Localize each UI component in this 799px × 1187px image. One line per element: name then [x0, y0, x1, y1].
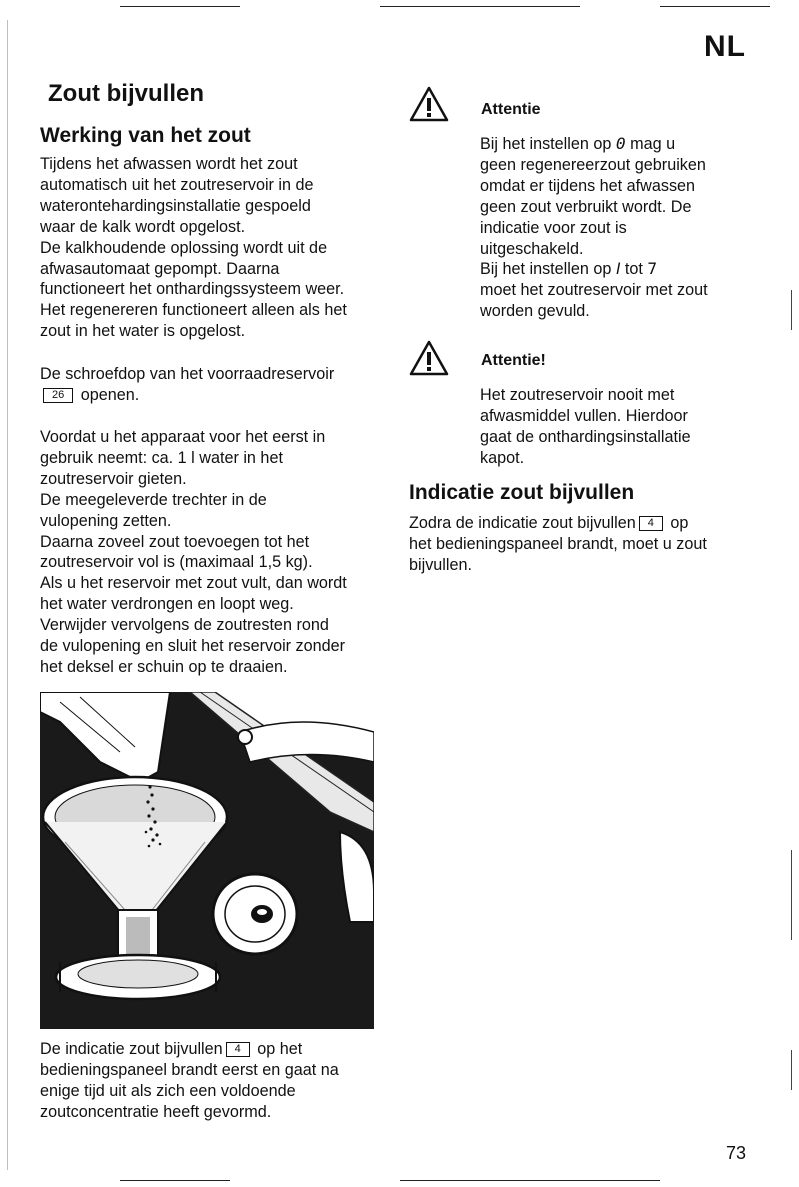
scan-line-bottom [120, 1180, 230, 1181]
subsection-title: Indicatie zout bijvullen [409, 481, 635, 504]
paragraph-text: openen. [80, 385, 140, 404]
setting-zero: 0 [615, 134, 626, 153]
attention-text: tot [624, 260, 643, 279]
setting-one: I [615, 260, 621, 279]
indicator-key: 4 [226, 1042, 250, 1057]
attention-title: Attentie! [481, 352, 546, 369]
attention-text: Bij het instellen op [480, 260, 612, 279]
figure-caption [40, 1039, 385, 1123]
warning-triangle-icon [409, 86, 449, 122]
indicator-paragraph [409, 513, 769, 576]
attention-paragraph: Het zoutreservoir nooit met afwasmiddel vullen. Hierdoor gaat de onthardingsinstallatie kapot. [480, 386, 691, 467]
scan-edge-right [791, 850, 792, 940]
scan-line-top [380, 6, 580, 7]
scan-line-bottom [400, 1180, 660, 1181]
indicator-text: op [670, 514, 689, 532]
scan-line-top [660, 6, 770, 7]
indicator-text: het bedieningspaneel brandt, moet u zout bijvullen. [409, 534, 707, 574]
warning-triangle-icon [409, 340, 449, 376]
language-code: NL [704, 30, 746, 63]
attention-text: mag u [630, 135, 676, 153]
caption-text: op het [257, 1040, 303, 1058]
paragraph-text: De schroefdop van het voorraadreservoir [40, 365, 335, 383]
attention-title: Attentie [481, 101, 541, 118]
attention-text: geen regenereerzout gebruiken omdat er tijdens het afwassen geen zout verbruikt wordt. De indicatie voor zout is uitgeschakeld. [480, 155, 706, 258]
part-number-key: 26 [43, 388, 73, 403]
indicator-text: Zodra de indicatie zout bijvullen [409, 514, 636, 532]
scan-line-top [120, 6, 240, 7]
paragraph-salt-function: Tijdens het afwassen wordt het zout automatisch uit het zoutreservoir in de waterontehardingsinstallatie gespoeld waar de kalk wordt opgelost. De kalkhoudende oplossing wordt uit de afwasautomaat gepompt. Daarna functioneert het onthardingssysteem weer. Het regenereren functioneert alleen als het zout in het water is opgelost. [40, 155, 347, 341]
attention-paragraph [480, 134, 780, 322]
indicator-key: 4 [639, 516, 663, 531]
scan-edge-right [791, 290, 792, 330]
paragraph-filling-instructions: Voordat u het apparaat voor het eerst in gebruik neemt: ca. 1 l water in het zoutreservoir gieten. De meegeleverde trechter in de vulopening zetten. Daarna zoveel zout toevoegen tot het zoutreservoir vol is (maximaal 1,5 kg). Als u het reservoir met zout vult, dan wordt het water verdrongen en loopt weg. Verwijder vervolgens de zoutresten rond de vulopening en sluit het reservoir zonder het deksel er schuin op te draaien. [40, 428, 347, 676]
caption-text: bedieningspaneel brandt eerst en gaat na enige tijd uit als zich een voldoende zoutconcentratie heeft gevormd. [40, 1060, 339, 1121]
attention-text: Bij het instellen op [480, 135, 612, 153]
attention-text: moet het zoutreservoir met zout worden gevuld. [480, 281, 708, 321]
scan-edge-left [7, 20, 8, 1170]
scan-edge-right [791, 1050, 792, 1090]
paragraph-open-cap [40, 364, 385, 406]
subsection-title: Werking van het zout [40, 124, 251, 147]
section-title: Zout bijvullen [48, 80, 204, 107]
page-number: 73 [726, 1143, 747, 1163]
funnel-salt-illustration [40, 692, 374, 1029]
caption-text: De indicatie zout bijvullen [40, 1040, 223, 1058]
setting-seven: 7 [647, 259, 658, 279]
